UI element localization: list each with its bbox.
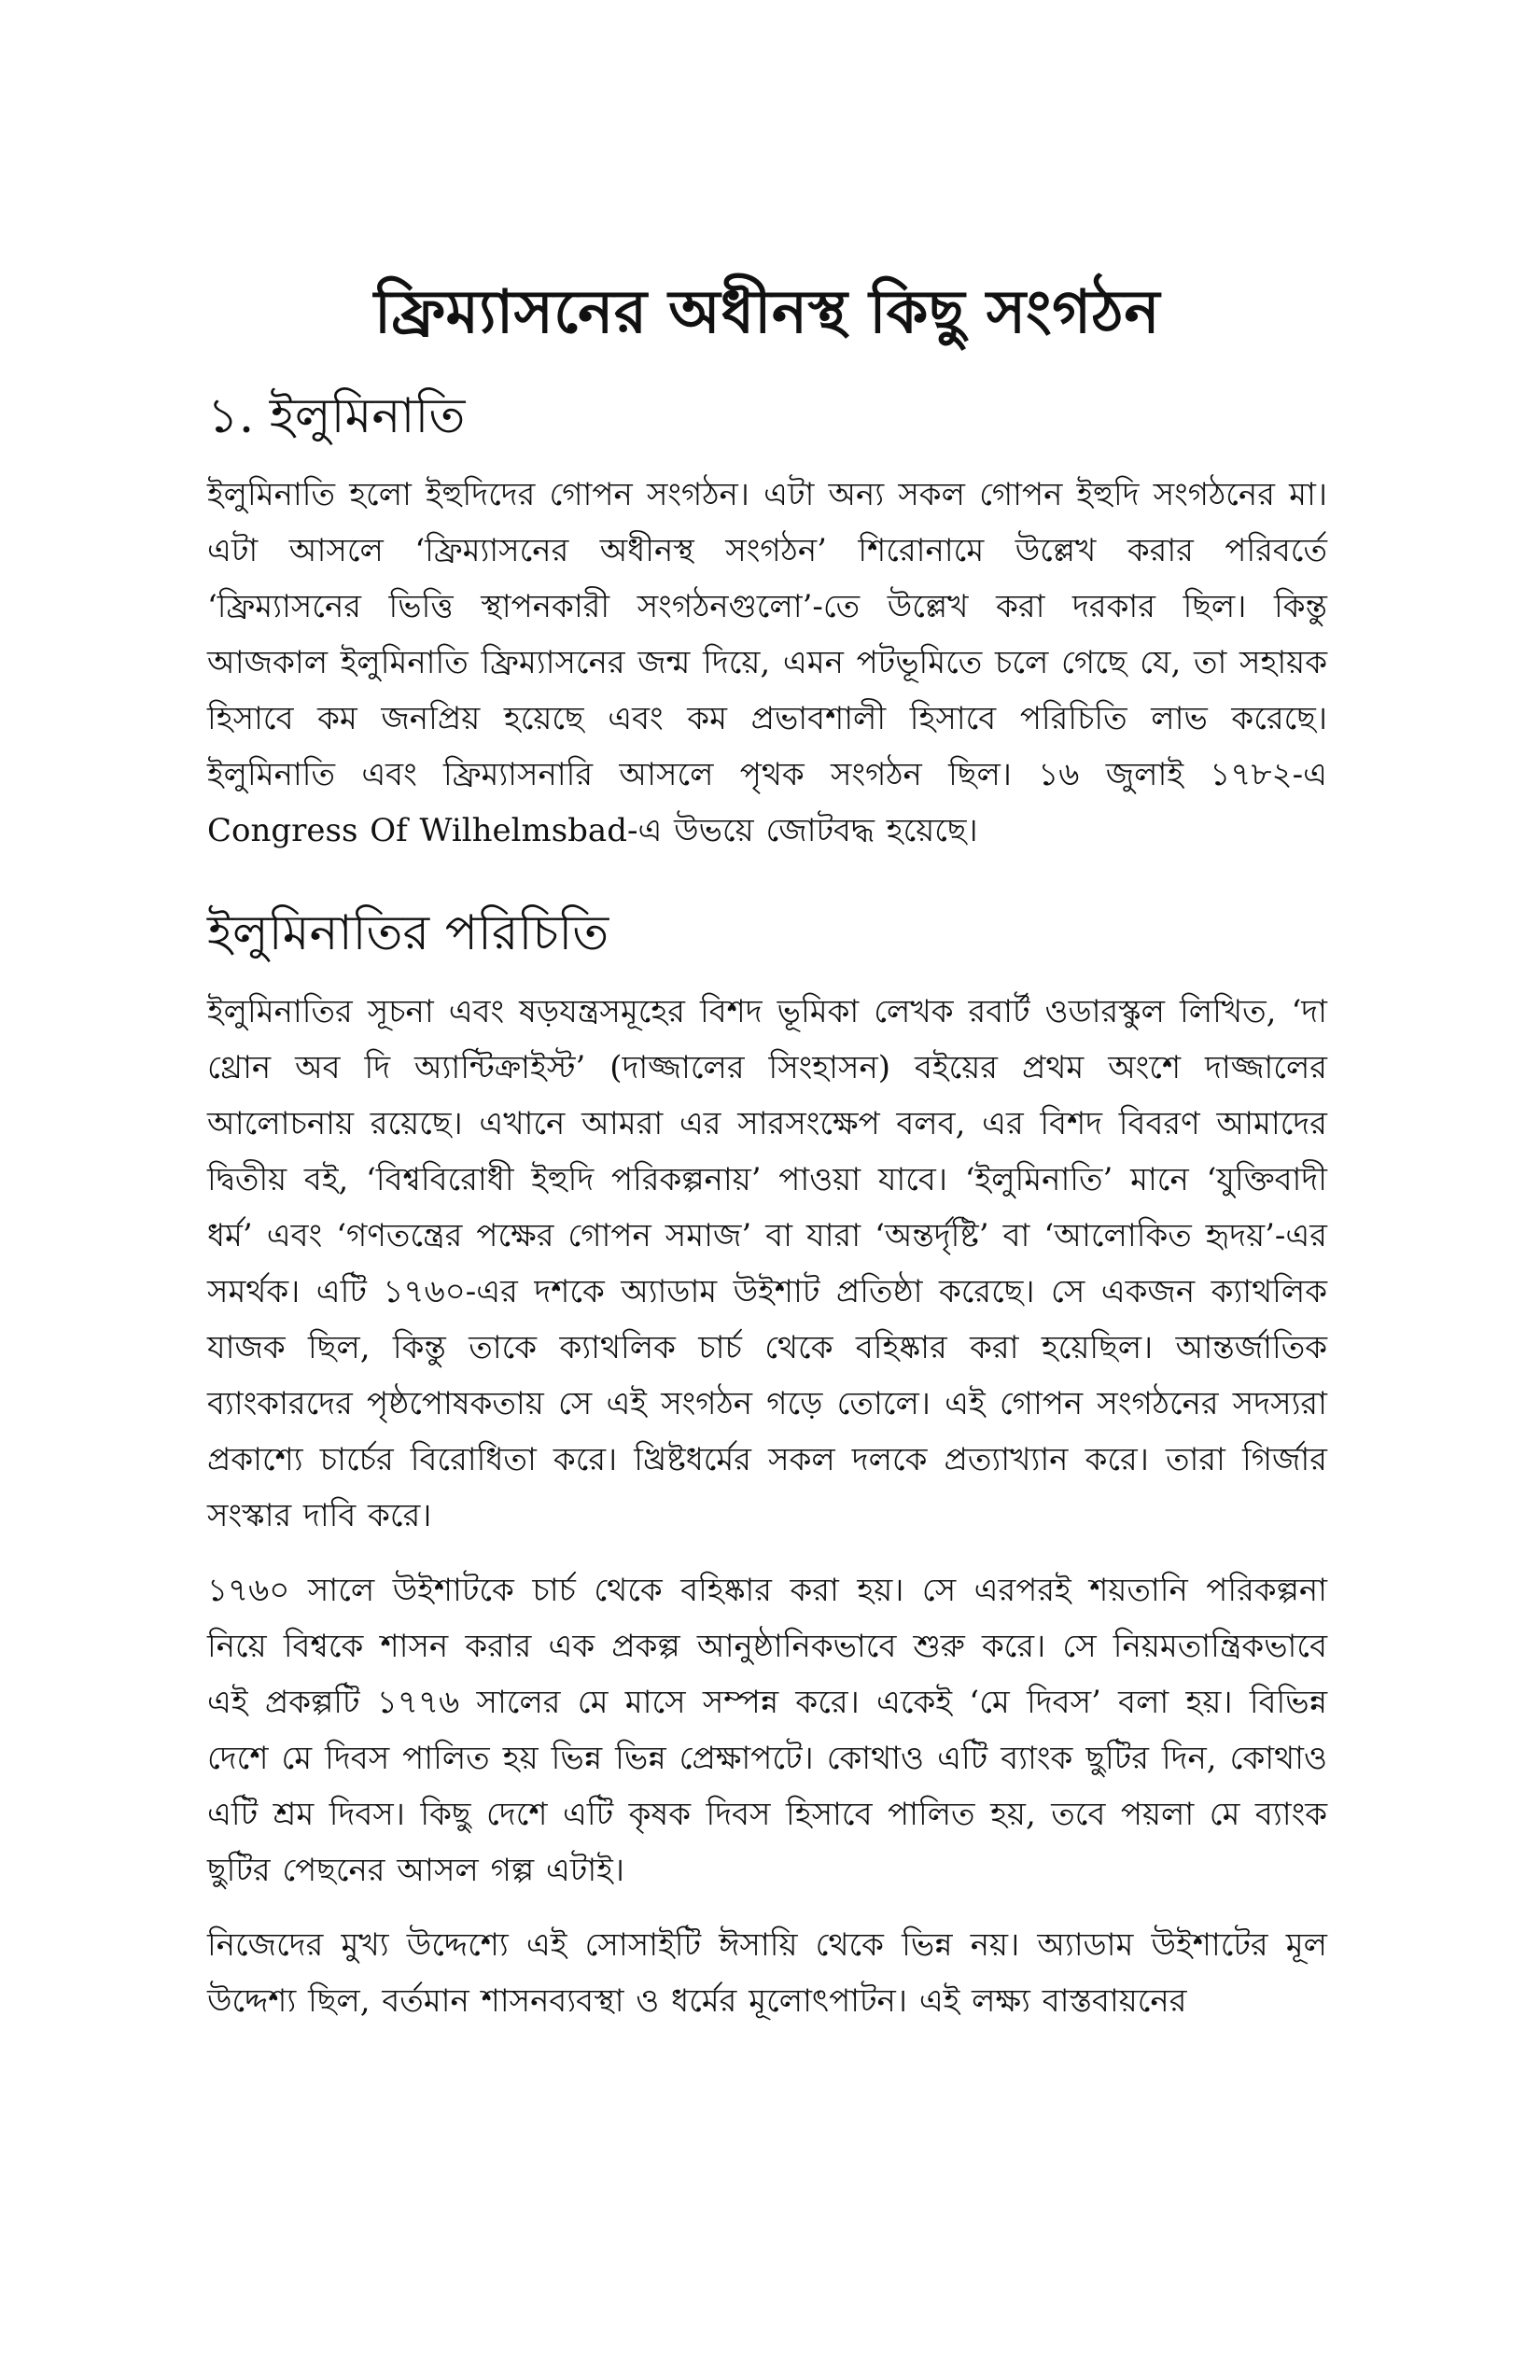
paragraph-illuminati-intro: ইলুমিনাতি হলো ইহুদিদের গোপন সংগঠন। এটা অন্য সকল গোপন ইহুদি সংগঠনের মা। এটা আসলে ‘ফ্রিম্যাসনের অধীনস্থ সংগঠন’ শিরোনামে উল্লেখ করার পরিবর্তে ‘ফ্রিম্যাসনের ভিত্তি স্থাপনকারী সংগঠনগুলো’-তে উল্লেখ করা দরকার ছিল। কিন্তু আজকাল ইলুমিনাতি ফ্রিম্যাসনের জন্ম দিয়ে, এমন পটভূমিতে চলে গেছে যে, তা সহায়ক হিসাবে কম জনপ্রিয় হয়েছে এবং কম প্রভাবশালী হিসাবে পরিচিতি লাভ করেছে। ইলুমিনাতি এবং ফ্রিম্যাসনারি আসলে পৃথক সংগঠন ছিল। ১৬ জুলাই ১৭৮২-এ Congress Of Wilhelmsbad-এ উভয়ে জোটবদ্ধ হয়েছে।: [207, 476, 1327, 849]
section-heading-illuminati-introduction: ইলুমিনাতির পরিচিতি: [207, 905, 609, 961]
paragraph-origin: ইলুমিনাতির সূচনা এবং ষড়যন্ত্রসমূহের বিশদ ভূমিকা লেখক রবার্ট ওডারস্কুল লিখিত, ‘দা থ্রোন অব দি অ্যান্টিক্রাইস্ট’ (দাজ্জালের সিংহাসন) বইয়ের প্রথম অংশে দাজ্জালের আলোচনায় রয়েছে। এখানে আমরা এর সারসংক্ষেপ বলব, এর বিশদ বিবরণ আমাদের দ্বিতীয় বই, ‘বিশ্ববিরোধী ইহুদি পরিকল্পনায়’ পাওয়া যাবে। ‘ইলুমিনাতি’ মানে ‘যুক্তিবাদী ধর্ম’ এবং ‘গণতন্ত্রের পক্ষের গোপন সমাজ’ বা যারা ‘অন্তর্দৃষ্টি’ বা ‘আলোকিত হৃদয়’-এর সমর্থক। এটি ১৭৬০-এর দশকে অ্যাডাম উইশাট প্রতিষ্ঠা করেছে। সে একজন ক্যাথলিক যাজক ছিল, কিন্তু তাকে ক্যাথলিক চার্চ থেকে বহিষ্কার করা হয়েছিল। আন্তর্জাতিক ব্যাংকারদের পৃষ্ঠপোষকতায় সে এই সংগঠন গড়ে তোলে। এই গোপন সংগঠনের সদস্যরা প্রকাশ্যে চার্চের বিরোধিতা করে। খ্রিষ্টধর্মের সকল দলকে প্রত্যাখ্যান করে। তারা গির্জার সংস্কার দাবি করে।: [207, 993, 1327, 1534]
page-title: ফ্রিম্যাসনের অধীনস্থ কিছু সংগঠন: [373, 278, 1161, 347]
section-heading-illuminati: ১. ইলুমিনাতি: [207, 388, 466, 444]
paragraph-objective: নিজেদের মুখ্য উদ্দেশ্যে এই সোসাইটি ঈসায়ি থেকে ভিন্ন নয়। অ্যাডাম উইশাটের মূল উদ্দেশ্য ছিল, বর্তমান শাসনব্যবস্থা ও ধর্মের মূলোৎপাটন। এই লক্ষ্য বাস্তবায়নের: [207, 1926, 1327, 2020]
book-page: [207, 271, 1327, 2048]
paragraph-may-day: ১৭৬০ সালে উইশাটকে চার্চ থেকে বহিষ্কার করা হয়। সে এরপরই শয়তানি পরিকল্পনা নিয়ে বিশ্বকে শাসন করার এক প্রকল্প আনুষ্ঠানিকভাবে শুরু করে। সে নিয়মতান্ত্রিকভাবে এই প্রকল্পটি ১৭৭৬ সালের মে মাসে সম্পন্ন করে। একেই ‘মে দিবস’ বলা হয়। বিভিন্ন দেশে মে দিবস পালিত হয় ভিন্ন ভিন্ন প্রেক্ষাপটে। কোথাও এটি ব্যাংক ছুটির দিন, কোথাও এটি শ্রম দিবস। কিছু দেশে এটি কৃষক দিবস হিসাবে পালিত হয়, তবে পয়লা মে ব্যাংক ছুটির পেছনের আসল গল্প এটাই।: [207, 1572, 1327, 1889]
